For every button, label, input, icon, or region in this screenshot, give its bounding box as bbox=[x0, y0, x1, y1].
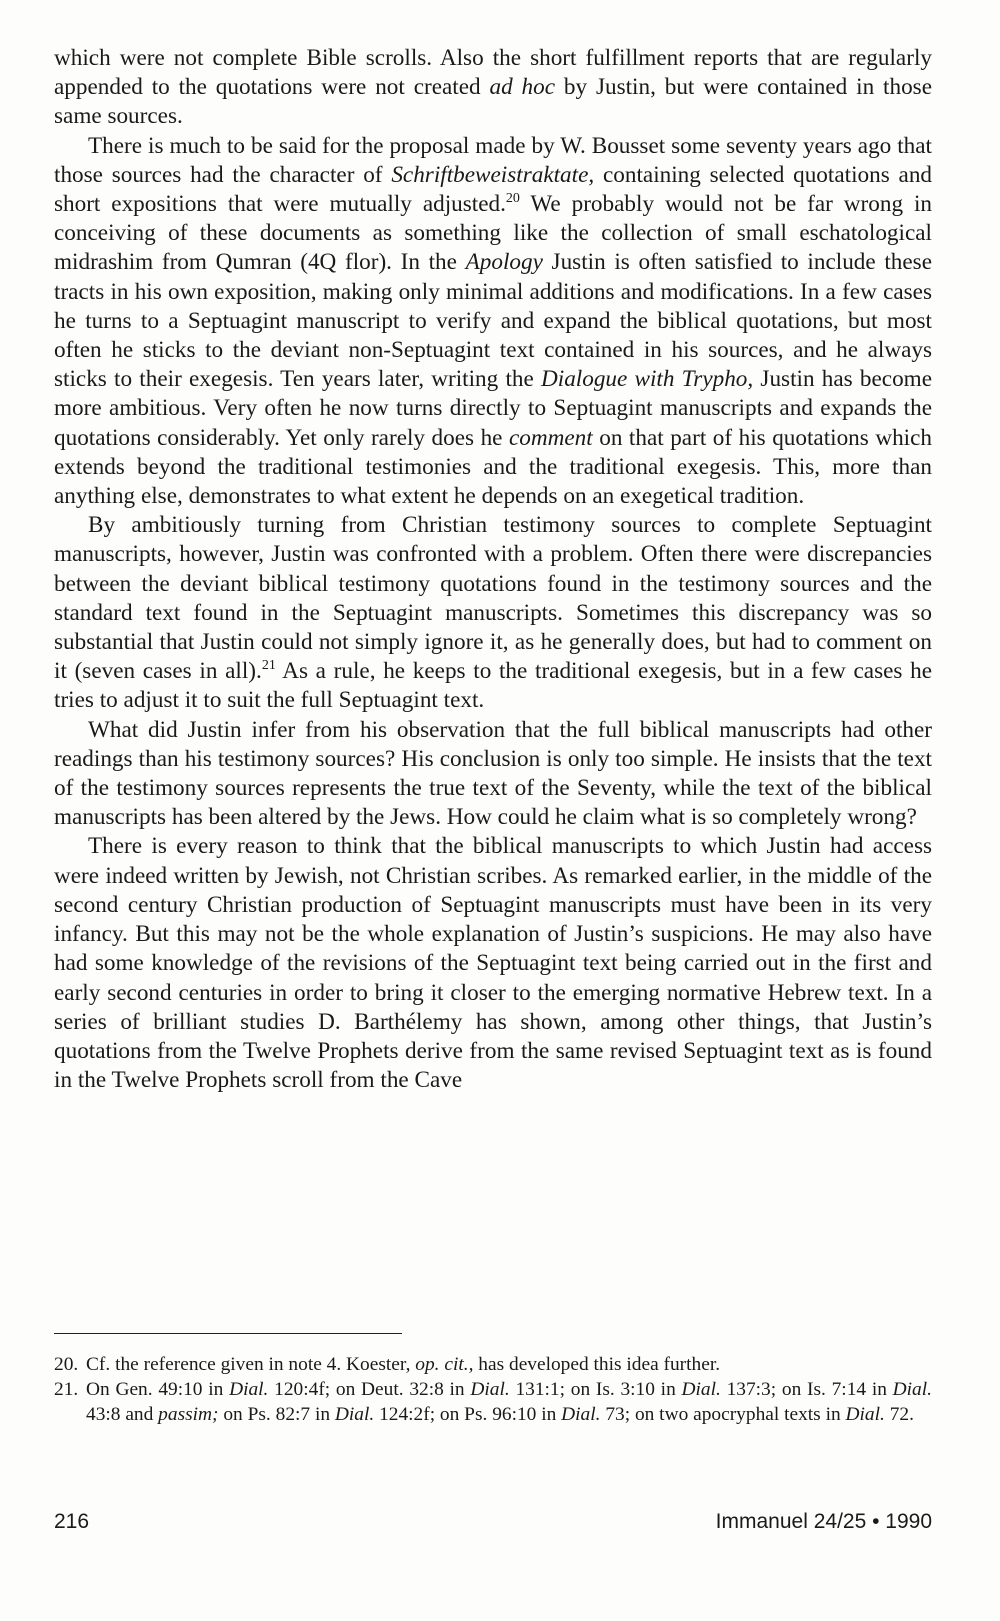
text-run: 137:3; on Is. 7:14 in bbox=[720, 1379, 893, 1400]
italic-text: op. cit., bbox=[415, 1354, 474, 1375]
italic-text: Dial. bbox=[892, 1379, 932, 1400]
footnote-text bbox=[86, 1377, 932, 1427]
text-run: Justin has become more ambitious. Very often he now turns directly to Septuagint manuscripts and expands the quotations considerably. Yet only rarely does he bbox=[54, 366, 932, 451]
italic-text: comment bbox=[508, 424, 593, 451]
text-run: As a rule, he keeps to the traditional exegesis, but in a few cases he tries to adjust it to suit the full Septuagint text. bbox=[54, 658, 932, 714]
footnote-number: 20. bbox=[54, 1354, 79, 1375]
text-run: 72. bbox=[884, 1404, 914, 1425]
text-run: which were not complete Bible scrolls. Also the short fulfillment reports that are regularly appended to the quotations were not created bbox=[54, 45, 932, 101]
italic-text: Dial. bbox=[561, 1404, 601, 1425]
text-run: On Gen. 49:10 in bbox=[86, 1379, 230, 1400]
footnote-divider bbox=[54, 1333, 402, 1334]
italic-text: ad hoc bbox=[489, 74, 556, 101]
footnotes bbox=[54, 1352, 932, 1427]
text-run: Justin is often satisfied to include these tracts in his own exposition, making only minimal additions and modifications. In a few cases he turns to a Septuagint manuscript to verify and expand the biblical quotations, but most often he sticks to the deviant non-Septuagint text contained in his sources, and he always sticks to their exegesis. Ten years later, writing the bbox=[54, 249, 932, 393]
italic-text: Dial. bbox=[681, 1379, 721, 1400]
italic-text: Dial. bbox=[845, 1404, 885, 1425]
text-run: containing selected quotations and short expositions that were mutually adjusted. bbox=[54, 161, 933, 218]
paragraph bbox=[54, 716, 932, 833]
italic-text: Dial. bbox=[334, 1404, 375, 1425]
footnote-reference: 20 bbox=[505, 191, 520, 207]
paragraph bbox=[54, 832, 932, 1095]
text-run: on Ps. 82:7 in bbox=[218, 1404, 335, 1425]
footnote-text bbox=[86, 1352, 932, 1377]
body-text bbox=[54, 44, 932, 1095]
footnote-number: 21. bbox=[54, 1379, 79, 1400]
text-run: 120:4f; on Deut. 32:8 in bbox=[268, 1379, 471, 1400]
text-run: There is much to be said for the proposal made by W. Bousset some seventy years ago that those sources had the character of bbox=[54, 132, 932, 188]
text-run: on that part of his quotations which extends beyond the traditional testimonies and the traditional exegesis. This, more than anything else, demonstrates to what extent he depends on an exegetical tradition. bbox=[54, 424, 932, 510]
text-run: 43:8 and bbox=[86, 1404, 159, 1425]
text-run: 124:2f; on Ps. 96:10 in bbox=[374, 1404, 562, 1425]
footnote bbox=[54, 1377, 932, 1427]
italic-text: Schriftbeweistraktate, bbox=[391, 161, 595, 188]
text-run: There is every reason to think that the biblical manuscripts to which Justin had access were indeed written by Jewish, not Christian scribes. As remarked earlier, in the middle of the second century Christian production of Septuagint manuscripts must have been in its very infancy. But this may not be the whole explanation of Justin’s suspicions. He may also have had some knowledge of the revisions of the Septuagint text being carried out in the first and early second centuries in order to bring it closer to the emerging normative Hebrew text. In a series of brilliant studies D. Barthélemy has shown, among other things, that Justin’s quotations from the Twelve Prophets derive from the same revised Septuagint text as is found in the Twelve Prophets scroll from the Cave bbox=[54, 833, 932, 1094]
italic-text: Dial. bbox=[470, 1379, 510, 1400]
text-run: We probably would not be far wrong in conceiving of these documents as something like the collection of small eschatological midrashim from Qumran (4Q flor). In the bbox=[54, 191, 932, 276]
text-run: 131:1; on Is. 3:10 in bbox=[509, 1379, 682, 1400]
paragraph bbox=[54, 511, 932, 715]
footnote-reference: 21 bbox=[261, 658, 276, 674]
footnote bbox=[54, 1352, 932, 1377]
page-footer bbox=[54, 1510, 932, 1534]
text-run: By ambitiously turning from Christian testimony sources to complete Septuagint manuscripts, however, Justin was confronted with a problem. Often there were discrepancies between the deviant biblical testimony quotations found in the testimony sources and the standard text found in the Septuagint manuscripts. Sometimes this discrepancy was so substantial that Justin could not simply ignore it, as he generally does, but had to comment on it (seven cases in all). bbox=[54, 512, 932, 685]
italic-text: passim; bbox=[158, 1404, 219, 1425]
text-run: Cf. the reference given in note 4. Koester, bbox=[86, 1354, 416, 1375]
text-run: by Justin, but were contained in those same sources. bbox=[54, 74, 932, 130]
page-number: 216 bbox=[54, 1510, 90, 1533]
italic-text: Dial. bbox=[229, 1379, 269, 1400]
paragraph bbox=[54, 132, 932, 512]
text-run: What did Justin infer from his observation that the full biblical manuscripts had other readings than his testimony sources? His conclusion is only too simple. He insists that the text of the testimony sources represents the true text of the Seventy, while the text of the biblical manuscripts has been altered by the Jews. How could he claim what is so completely wrong? bbox=[54, 716, 932, 831]
journal-info: Immanuel 24/25 • 1990 bbox=[715, 1510, 932, 1533]
text-run: has developed this idea further. bbox=[473, 1354, 721, 1375]
italic-text: Dialogue with Trypho, bbox=[541, 366, 754, 393]
paragraph bbox=[54, 44, 932, 132]
text-run: 73; on two apocryphal texts in bbox=[600, 1404, 846, 1425]
italic-text: Apology bbox=[465, 249, 543, 276]
